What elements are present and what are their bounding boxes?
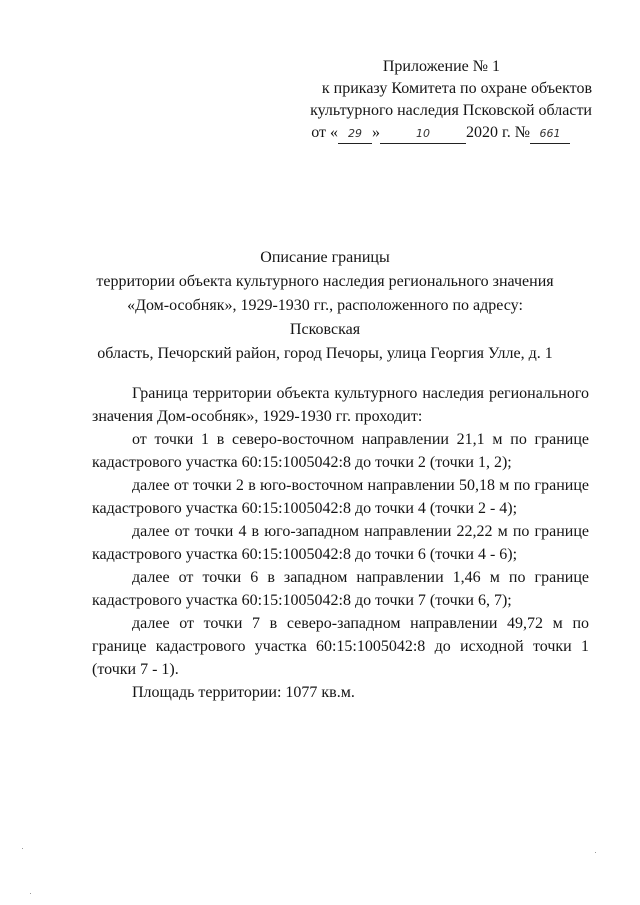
- scan-speck: [595, 852, 596, 853]
- heading-line-4: область, Печорский район, город Печоры, улица Георгия Улле, д. 1: [97, 345, 553, 362]
- boundary-segment-3: далее от точки 4 в юго-западном направлении 22,22 м по границе кадастрового участка 60:15:1005042:8 до точки 6 (точки 4 - 6);: [92, 523, 589, 563]
- intro-paragraph: Граница территории объекта культурного наследия регионального значения Дом-особняк», 1929-1930 гг. проходит:: [92, 385, 589, 425]
- date-prefix: от «: [311, 124, 338, 141]
- appendix-order-line: к приказу Комитета по охране объектов: [321, 80, 592, 97]
- date-mid: »: [371, 124, 380, 141]
- handwritten-month: 10: [380, 127, 466, 144]
- appendix-header: [270, 56, 600, 144]
- territory-area: Площадь территории: 1077 кв.м.: [132, 684, 355, 701]
- boundary-segment-1: от точки 1 в северо-восточном направлении 21,1 м по границе кадастрового участка 60:15:1005042:8 до точки 2 (точки 1, 2);: [92, 431, 589, 471]
- heading-line-3: «Дом-особняк», 1929-1930 гг., расположенного по адресу: Псковская: [127, 297, 523, 338]
- description-heading: [90, 246, 560, 366]
- description-body: [92, 382, 589, 704]
- boundary-segment-4: далее от точки 6 в западном направлении 1,46 м по границе кадастрового участка 60:15:1005042:8 до точки 7 (точки 6, 7);: [92, 569, 589, 609]
- heading-line-2: территории объекта культурного наследия регионального значения: [96, 273, 554, 290]
- appendix-committee-line: культурного наследия Псковской области: [310, 102, 592, 119]
- appendix-date-line: [270, 122, 600, 144]
- heading-line-1: Описание границы: [260, 249, 390, 266]
- handwritten-day: 29: [338, 127, 372, 144]
- handwritten-order-number: 661: [530, 127, 570, 144]
- boundary-segment-5: далее от точки 7 в северо-западном направлении 49,72 м по границе кадастрового участка 60:15:1005042:8 до исходной точки 1 (точки 7 - 1).: [92, 615, 589, 678]
- year-text: 2020 г. №: [465, 124, 530, 141]
- scan-speck: [30, 893, 31, 894]
- boundary-segment-2: далее от точки 2 в юго-восточном направлении 50,18 м по границе кадастрового участка 60:15:1005042:8 до точки 4 (точки 2 - 4);: [92, 477, 589, 517]
- scan-speck: [22, 848, 23, 849]
- appendix-title: Приложение № 1: [382, 58, 500, 75]
